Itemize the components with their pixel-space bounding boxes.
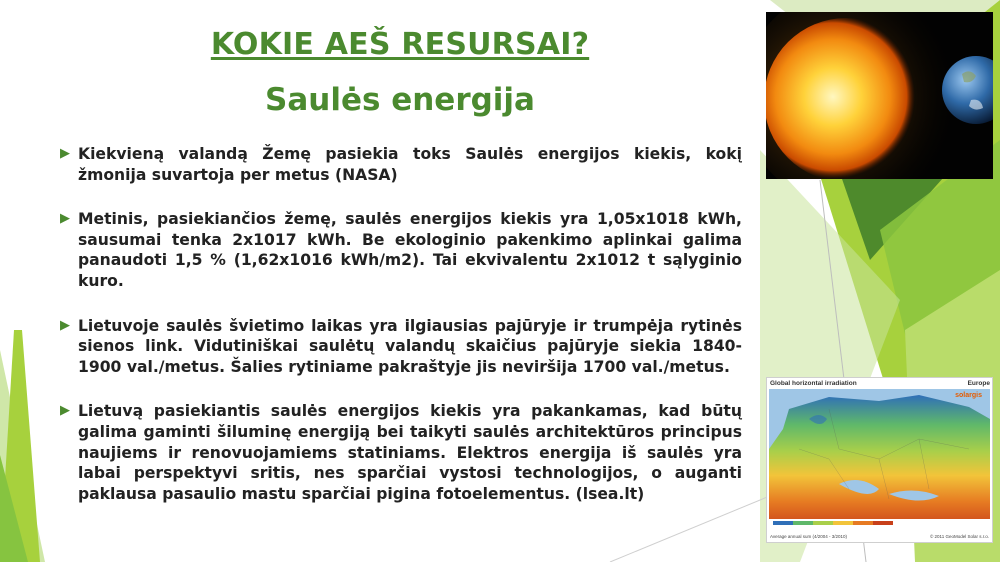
paragraph-text: Lietuvoje saulės švietimo laikas yra ilgiausias pajūryje ir trumpėja rytinės sienos link. Vidutiniškai saulėtų valandų skaičius pajūryje siekia 1840-1900 val./metus. Šalies rytiniame pakraštyje jis neviršija 1700 val./metus. bbox=[78, 316, 742, 376]
paragraph-2 bbox=[60, 209, 742, 291]
sun-earth-image bbox=[766, 12, 993, 179]
bullet-arrow-icon: ▶ bbox=[60, 403, 70, 419]
map-brand-logo: solargis bbox=[955, 392, 982, 399]
page-title: KOKIE AEŠ RESURSAI? bbox=[210, 27, 590, 62]
map-graphic bbox=[769, 389, 990, 529]
paragraph-1 bbox=[60, 144, 742, 185]
map-heading: Global horizontal irradiation bbox=[770, 380, 857, 387]
bullet-arrow-icon: ▶ bbox=[60, 317, 70, 333]
body-text bbox=[60, 144, 742, 528]
page-subtitle: Saulės energija bbox=[265, 82, 535, 118]
bullet-arrow-icon: ▶ bbox=[60, 211, 70, 227]
map-header bbox=[770, 380, 990, 387]
solar-irradiation-map bbox=[766, 377, 993, 543]
paragraph-3 bbox=[60, 316, 742, 378]
paragraph-4 bbox=[60, 401, 742, 504]
paragraph-text: Kiekvieną valandą Žemę pasiekia toks Saulės energijos kiekis, kokį žmonija suvartoja per metus (NASA) bbox=[78, 145, 742, 184]
bullet-arrow-icon: ▶ bbox=[60, 146, 70, 161]
paragraph-text: Metinis, pasiekiančios žemę, saulės energijos kiekis yra 1,05x1018 kWh, sausumai tenka 2x1017 kWh. Be ekologinio pakenkimo aplinkai galima panaudoti 1,5 % (1,62x1016 kWh/m2). Tai ekvivalentu 2x1012 t sąlyginio kuro. bbox=[78, 210, 742, 290]
map-copyright: © 2011 GeoModel Solar s.r.o. bbox=[929, 534, 989, 539]
map-region: Europe bbox=[967, 380, 990, 387]
paragraph-text: Lietuvą pasiekiantis saulės energijos kiekis yra pakankamas, kad būtų galima gaminti šiluminę energiją bei taikyti saulės architektūros principus naujiems ir renovuojamiems statiniams. Elektros energija iš saulės yra labai perspektyvi sritis, nes sparčiai vystosi technologijos, o auganti paklausa pasaulio mastu sparčiai pigina fotoelementus. (lsea.lt) bbox=[78, 402, 742, 503]
map-legend-note: Average annual sum (4/2004 - 3/2010) bbox=[770, 534, 847, 539]
